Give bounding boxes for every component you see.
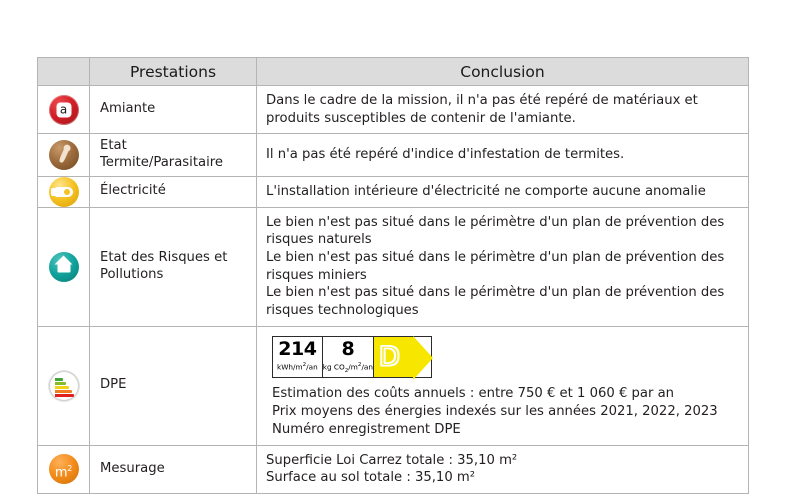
- prestation-label: Mesurage: [90, 445, 257, 493]
- electricity-icon-glyph: [55, 187, 73, 197]
- dpe-notes: [266, 385, 740, 439]
- conclusion-cell: [257, 445, 749, 493]
- prestation-label: Etat Termite/Parasitaire: [90, 134, 257, 176]
- table-row: [38, 326, 749, 445]
- conclusion-line: Surface au sol totale : 35,10 m²: [266, 470, 476, 486]
- termite-icon: [49, 140, 79, 170]
- electricity-icon: [49, 177, 79, 207]
- area-m2-glyph: $m^2$: [54, 464, 73, 481]
- conclusion-line: Le bien n'est pas situé dans le périmètre d'un plan de prévention des risques naturels: [266, 214, 725, 248]
- conclusion-cell: [257, 207, 749, 326]
- conclusion-line: Estimation des coûts annuels : entre 750 € et 1 060 € par an: [272, 385, 675, 401]
- dpe-arrow-tip: [413, 336, 433, 380]
- conclusion-line: L'installation intérieure d'électricité ne comporte aucune anomalie: [266, 183, 706, 199]
- conclusion-line: Il n'a pas été repéré d'indice d'infestation de termites.: [266, 147, 625, 163]
- dpe-co2-unit: kg $CO_2/m^2/an$: [322, 361, 373, 374]
- dpe-rating-letter: D: [379, 341, 400, 373]
- diagnostics-summary-table: [37, 57, 749, 494]
- table-row: [38, 86, 749, 134]
- dpe-values: [273, 337, 373, 377]
- dpe-energy-unit: kWh/$m^2/an$: [276, 361, 318, 372]
- prestation-label: DPE: [90, 326, 257, 445]
- asbestos-icon: [49, 95, 79, 125]
- conclusion-line: Le bien n'est pas situé dans le périmètre d'un plan de prévention des risques technologiques: [266, 285, 725, 319]
- table-header-row: [38, 58, 749, 86]
- table-row: [38, 445, 749, 493]
- table-row: [38, 134, 749, 176]
- table-body: [38, 86, 749, 494]
- risks-house-icon: [49, 252, 79, 282]
- conclusion-line: Le bien n'est pas situé dans le périmètre d'un plan de prévention des risques miniers: [266, 250, 725, 283]
- asbestos-icon-letter: a: [56, 102, 71, 117]
- conclusion-cell: [257, 134, 749, 176]
- row-icon-cell: [38, 134, 90, 176]
- table-row: [38, 176, 749, 207]
- termite-icon-glyph: [58, 147, 69, 164]
- energy-label-icon: [49, 371, 79, 401]
- conclusion-cell: [257, 86, 749, 134]
- prestation-label: Amiante: [90, 86, 257, 134]
- conclusion-line: Dans le cadre de la mission, il n'a pas été repéré de matériaux et produits susceptibles de contenir de l'amiante.: [266, 93, 698, 126]
- conclusion-cell: [257, 326, 749, 445]
- row-icon-cell: [38, 445, 90, 493]
- row-icon-cell: [38, 326, 90, 445]
- area-m2-icon: [49, 454, 79, 484]
- header-conclusion: Conclusion: [257, 58, 749, 86]
- energy-bars-glyph: [55, 378, 74, 394]
- table-row: [38, 207, 749, 326]
- dpe-co2-value-block: [322, 337, 373, 377]
- header-prestations: Prestations: [90, 58, 257, 86]
- dpe-rating-arrow: [373, 336, 433, 378]
- dpe-rating-badge: [272, 336, 432, 378]
- table-header: [38, 58, 749, 86]
- conclusion-cell: [257, 176, 749, 207]
- prestation-label: Électricité: [90, 176, 257, 207]
- row-icon-cell: [38, 86, 90, 134]
- house-glyph: [57, 263, 70, 272]
- row-icon-cell: [38, 207, 90, 326]
- row-icon-cell: [38, 176, 90, 207]
- dpe-co2-value: 8: [341, 337, 355, 360]
- dpe-energy-value-block: [273, 337, 322, 377]
- conclusion-line: Superficie Loi Carrez totale : 35,10 m²: [266, 452, 518, 468]
- dpe-energy-value: 214: [278, 337, 317, 360]
- header-icon-column: [38, 58, 90, 86]
- conclusion-line: Prix moyens des énergies indexés sur les années 2021, 2022, 2023: [272, 403, 718, 419]
- prestation-label: Etat des Risques et Pollutions: [90, 207, 257, 326]
- conclusion-line: Numéro enregistrement DPE: [272, 421, 461, 437]
